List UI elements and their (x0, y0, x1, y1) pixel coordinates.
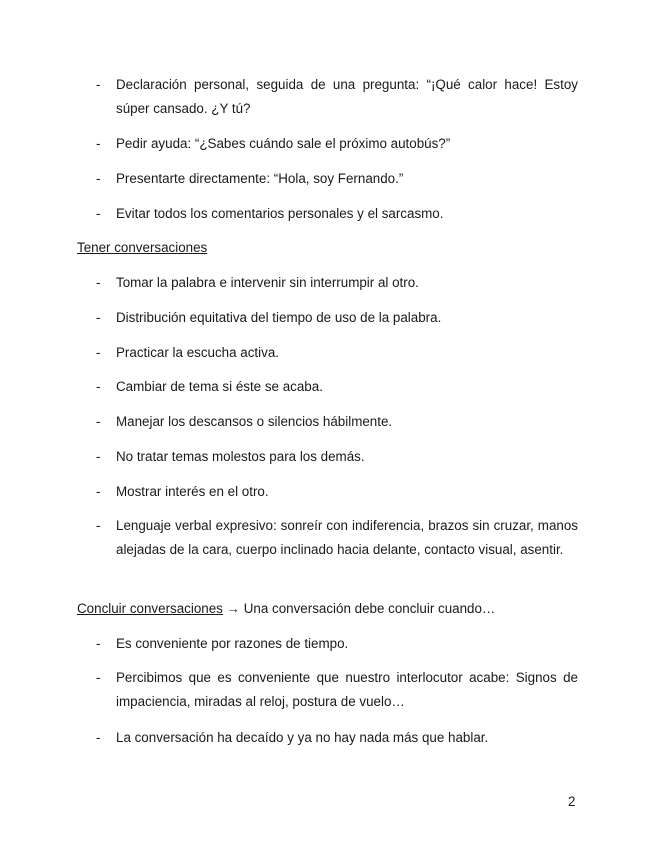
list-item-text: Tomar la palabra e intervenir sin interrumpir al otro. (116, 275, 419, 290)
list-item-text: Practicar la escucha activa. (116, 345, 279, 360)
list-item (96, 445, 578, 469)
list-item (96, 132, 578, 156)
bullet-marker: - (96, 636, 101, 651)
bullet-marker: - (96, 730, 101, 745)
bullet-marker: - (96, 171, 101, 186)
list-item (96, 202, 578, 226)
list-item-text: Percibimos que es conveniente que nuestro interlocutor acabe: Signos de impaciencia, miradas al reloj, postura de vuelo… (116, 670, 578, 709)
list-item (96, 167, 578, 191)
list-item-text: Lenguaje verbal expresivo: sonreír con indiferencia, brazos sin cruzar, manos alejadas de la cara, cuerpo inclinado hacia delante, contacto visual, asentir. (116, 518, 578, 557)
list-item (96, 306, 578, 330)
list-item-text: La conversación ha decaído y ya no hay nada más que hablar. (116, 730, 489, 745)
bullet-marker: - (96, 275, 101, 290)
bullet-marker: - (96, 449, 101, 464)
list-item (96, 666, 578, 713)
bullet-marker: - (96, 206, 101, 221)
bullet-marker: - (96, 379, 101, 394)
list-item-text: Cambiar de tema si éste se acaba. (116, 379, 323, 394)
list-item-text: Manejar los descansos o silencios hábilmente. (116, 414, 393, 429)
list-item (96, 514, 578, 561)
section-heading-title: Concluir conversaciones (77, 601, 223, 616)
list-item (96, 341, 578, 365)
list-item-text: Es conveniente por razones de tiempo. (116, 636, 349, 651)
section-heading-suffix: → Una conversación debe concluir cuando… (222, 601, 496, 616)
section-heading-title: Tener conversaciones (77, 240, 208, 255)
list-item (96, 410, 578, 434)
list-item-text: Pedir ayuda: “¿Sabes cuándo sale el próximo autobús?” (116, 136, 451, 151)
bullet-marker: - (96, 77, 101, 92)
section-heading-conversations (77, 236, 207, 260)
section-heading-conclude (77, 597, 495, 621)
bullet-marker: - (96, 670, 101, 685)
list-item (96, 73, 578, 120)
list-item-text: Evitar todos los comentarios personales y el sarcasmo. (116, 206, 444, 221)
page-number: 2 (568, 794, 576, 809)
list-item (96, 726, 578, 750)
list-item-text: Presentarte directamente: “Hola, soy Fernando.” (116, 171, 404, 186)
list-item-text: Mostrar interés en el otro. (116, 484, 269, 499)
bullet-marker: - (96, 310, 101, 325)
list-item (96, 480, 578, 504)
list-item-text: Distribución equitativa del tiempo de uso de la palabra. (116, 310, 442, 325)
list-item (96, 375, 578, 399)
list-item (96, 632, 578, 656)
bullet-marker: - (96, 414, 101, 429)
bullet-marker: - (96, 484, 101, 499)
bullet-marker: - (96, 345, 101, 360)
list-item-text: Declaración personal, seguida de una pregunta: “¡Qué calor hace! Estoy súper cansado. ¿Y tú? (116, 77, 578, 116)
bullet-marker: - (96, 136, 101, 151)
list-item-text: No tratar temas molestos para los demás. (116, 449, 365, 464)
list-item (96, 271, 578, 295)
bullet-marker: - (96, 518, 101, 533)
